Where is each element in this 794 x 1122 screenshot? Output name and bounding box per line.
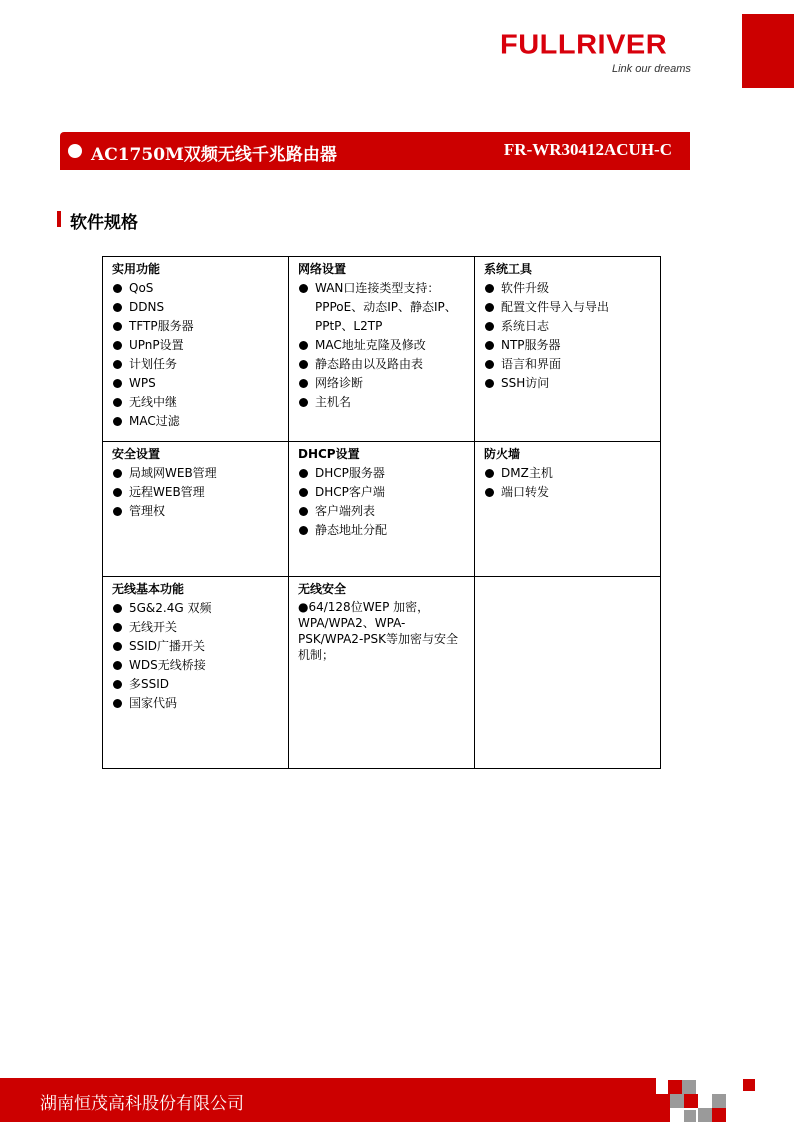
spec-item: SSH访问: [484, 374, 652, 393]
decor-pixel: [656, 1108, 670, 1122]
decor-pixel: [712, 1108, 726, 1122]
decor-pixel: [668, 1080, 682, 1094]
decor-pixel: [670, 1094, 684, 1108]
decor-pixel: [684, 1094, 698, 1108]
spec-item: 计划任务: [112, 355, 280, 374]
software-spec-table: [102, 256, 661, 769]
spec-item: 静态路由以及路由表: [298, 355, 466, 374]
spec-item: 无线中继: [112, 393, 280, 412]
spec-cell: [103, 577, 289, 769]
spec-item: 无线开关: [112, 618, 280, 637]
spec-item: DHCP客户端: [298, 483, 466, 502]
corner-brand-block: [742, 14, 794, 88]
logo-text: FULLRIVER: [500, 29, 668, 61]
spec-item-list: [484, 464, 652, 502]
spec-category-title: 无线基本功能: [112, 582, 185, 596]
spec-cell: [103, 442, 289, 577]
logo-tagline: Link our dreams: [612, 63, 691, 75]
spec-item: 软件升级: [484, 279, 652, 298]
spec-category-title: 实用功能: [112, 262, 161, 276]
spec-item: 国家代码: [112, 694, 280, 713]
decor-pixel: [743, 1079, 755, 1091]
spec-item: TFTP服务器: [112, 317, 280, 336]
spec-category-title: 网络设置: [298, 262, 347, 276]
footer-bar: [0, 1078, 656, 1122]
product-title-bar: [60, 132, 690, 170]
spec-item: NTP服务器: [484, 336, 652, 355]
spec-cell: [475, 577, 661, 769]
spec-cell: [289, 577, 475, 769]
spec-item: SSID广播开关: [112, 637, 280, 656]
decor-pixel: [684, 1110, 696, 1122]
spec-item: 客户端列表: [298, 502, 466, 521]
spec-item-list: [112, 279, 280, 431]
spec-item: MAC地址克隆及修改: [298, 336, 466, 355]
spec-item: 网络诊断: [298, 374, 466, 393]
spec-item: WPS: [112, 374, 280, 393]
spec-cell: [103, 257, 289, 442]
company-name: 湖南恒茂高科股份有限公司: [40, 1094, 244, 1114]
section-title: 软件规格: [70, 213, 138, 233]
spec-item: 系统日志: [484, 317, 652, 336]
spec-item: QoS: [112, 279, 280, 298]
spec-item: DHCP服务器: [298, 464, 466, 483]
spec-item: MAC过滤: [112, 412, 280, 431]
fullriver-logo: [500, 30, 730, 80]
spec-category-title: DHCP设置: [298, 447, 360, 461]
spec-item: 静态地址分配: [298, 521, 466, 540]
spec-category-title: 安全设置: [112, 447, 161, 461]
bullet-dot-icon: [68, 144, 82, 158]
spec-row: [103, 577, 661, 769]
spec-cell: [475, 442, 661, 577]
spec-item: 5G&2.4G 双频: [112, 599, 280, 618]
spec-item: 配置文件导入与导出: [484, 298, 652, 317]
product-model: FR-WR30412ACUH-C: [503, 140, 672, 159]
spec-item: 远程WEB管理: [112, 483, 280, 502]
spec-category-title: 防火墙: [484, 447, 521, 461]
spec-item: 多SSID: [112, 675, 280, 694]
spec-item: WAN口连接类型支持：PPPoE、动态IP、静态IP、PPtP、L2TP: [298, 279, 466, 336]
spec-item-list: [112, 464, 280, 521]
spec-item: 语言和界面: [484, 355, 652, 374]
decor-pixel: [656, 1094, 670, 1108]
spec-item-list: [298, 279, 466, 412]
spec-item: DMZ主机: [484, 464, 652, 483]
spec-item-list: [298, 464, 466, 540]
spec-cell: [289, 442, 475, 577]
decor-pixel: [712, 1094, 726, 1108]
spec-item: 端口转发: [484, 483, 652, 502]
spec-item: 管理权: [112, 502, 280, 521]
spec-item: 局域网WEB管理: [112, 464, 280, 483]
section-marker: [57, 211, 61, 227]
spec-item: WDS无线桥接: [112, 656, 280, 675]
spec-description: ●64/128位WEP 加密，WPA/WPA2、WPA-PSK/WPA2-PSK等加密与安全机制；: [298, 600, 458, 662]
spec-item: UPnP设置: [112, 336, 280, 355]
spec-cell: [475, 257, 661, 442]
spec-category-title: 系统工具: [484, 262, 533, 276]
spec-item: DDNS: [112, 298, 280, 317]
spec-item-list: [484, 279, 652, 393]
spec-category-title: 无线安全: [298, 582, 347, 596]
decor-pixel: [682, 1080, 696, 1094]
spec-item: 主机名: [298, 393, 466, 412]
spec-row: [103, 442, 661, 577]
product-name: AC1750M双频无线千兆路由器: [91, 145, 337, 165]
decor-pixel: [698, 1108, 712, 1122]
spec-cell: [289, 257, 475, 442]
spec-row: [103, 257, 661, 442]
spec-item-list: [112, 599, 280, 713]
